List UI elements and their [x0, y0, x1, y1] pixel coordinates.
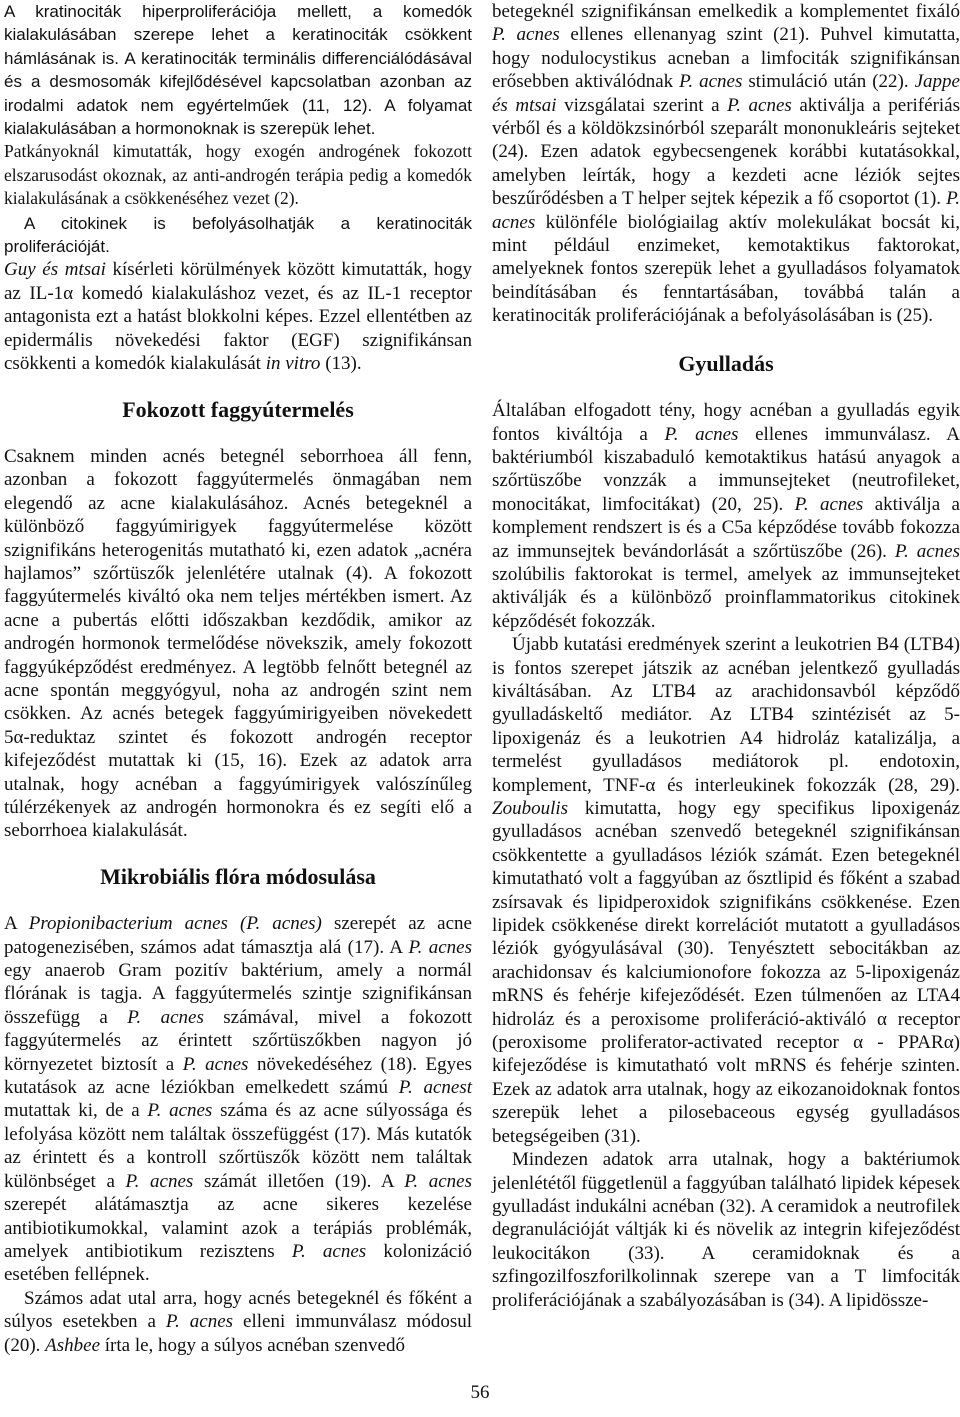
paragraph-androgen-rats: Patkányoknál kimutatták, hogy exogén androgének fokozott elszarusodást okoznak, az anti-androgén terápia pedig a komedók kialakulásának a csökkenéséhez vezet (2). [4, 141, 472, 209]
text-run: elleni immunválasz módosul (20). [4, 1311, 473, 1356]
italic-term: P. acnes [165, 1311, 234, 1333]
cytokines-in-vitro: in vitro [265, 353, 321, 375]
italic-term: P. acnes [894, 540, 960, 562]
paragraph-cytokines-cont [4, 258, 472, 375]
italic-term: P. acnes [125, 1170, 194, 1192]
paragraph-keratinocyte-desquamation: A kratinociták hiperproliferációja mellett, a komedók kialakulásában szerepe lehet a keratinociták csökkent hámlásának is. A keratinociták terminális differenciálódásával és a desmosomák kifejlődésével kapcsolatban azonban az irodalmi adatok nem egyértelműek (11, 12). A folyamat kialakulásában a hormonoknak is szerepük lehet. [4, 2, 472, 139]
text-run: száma és az acne súlyossága és lefolyása között nem találtak összefüggést (17). Más kutatók az érintett és a kontroll szőrtüszők között nem találtak különbséget a [4, 1100, 472, 1192]
text-run: betegeknél szignifikánsan emelkedik a komplementet fixáló [492, 1, 960, 22]
italic-term: P. acnes [679, 71, 743, 93]
italic-term: P. acnes [794, 493, 864, 515]
italic-term: P. acnes [727, 94, 792, 116]
italic-term: P. acnes [147, 1100, 213, 1122]
text-run: számával, mivel a fokozott faggyútermelés az érintett szőrtüszőkben nagyon jó környezetet biztosít a [4, 1006, 472, 1075]
cytokines-text-c: (13). [320, 353, 362, 375]
italic-term: P. acnes [404, 1170, 472, 1192]
text-run: Számos adat utal arra, hogy acnés betegeknél és főként a súlyos esetekben a [4, 1287, 472, 1333]
text-run: aktiválja a komplement rendszert is és a C5a képződése tovább fokozza az immunsejtek bevándorlását a szőrtüszőbe (26). [492, 493, 960, 562]
italic-term: Ashbee [45, 1334, 101, 1356]
italic-term: P. acnes [664, 423, 739, 445]
heading-gyulladas: Gyulladás [678, 350, 774, 376]
text-run: mutattak ki, de a [4, 1100, 148, 1122]
cytokines-text-b: kísérleti körülmények között kimutatták, hogy az IL-1α komedó kialakuláshoz vezet, és az IL-1 receptor antagonista ezt a hatást blokkolni képes. Ezzel ellentétben az epidermális növekedési faktor (EGF) szignifikánsan csökkenti a komedók kialakulását [4, 259, 472, 375]
paragraph-cytokines [4, 212, 472, 259]
text-run: kolonizáció esetében fellépnek. [4, 1240, 473, 1286]
paragraph-leukotriene [492, 633, 960, 1148]
heading-mikrobialis-flora: Mikrobiális flóra módosulása [100, 863, 376, 889]
text-run: szerepét az acne patogenezisében, számos adat támasztja alá (17). A [4, 913, 472, 958]
text-run: növekedéséhez (18). Egyes kutatások az acne léziókban emelkedett számú [4, 1053, 472, 1099]
italic-term: P. acnest [398, 1077, 472, 1099]
italic-term: P. acnes [291, 1240, 367, 1262]
heading-fokozott-faggyutermeles: Fokozott faggyútermelés [122, 396, 354, 422]
left-column [4, 0, 472, 1357]
paragraph-inflammation [492, 399, 960, 633]
text-run: Újabb kutatási eredmények szerint a leukotrien B4 (LTB4) is fontos szerepet játszik az acnéban jelentkező gyulladás kiváltásában. Az LTB4 az arachidonsavból képződő gyulladáskeltő mediátor. Az LTB4 szintézisét az 5-lipoxigenáz és a leukotrien A4 hidroláz katalizálja, a termelést gyulladásos mediátorok pl. endotoxin, komplement, TNF-α és interleukinek fokozzák (28, 29). [492, 634, 960, 796]
text-run: ellenes immunválasz. A baktériumból kiszabaduló kemotaktikus hatású anyagok a szőrtüszőbe vonzzák a immunsejteket (neutrofileket, monocitákat, limfocitákat) (20, 25). [492, 423, 960, 515]
cytokines-text-a: A citokinek is befolyásolhatják a keratinociták proliferációját. [4, 213, 472, 257]
italic-term: P. acnes [127, 1006, 204, 1028]
text-run: egy anaerob Gram pozitív baktérium, amely a normál flórának is tagja. A faggyútermelés szintje szignifikánsan összefügg a [4, 960, 472, 1028]
text-run: különféle biológiailag aktív molekulákat bocsát ki, mint például enzimeket, kemotaktikus faktorokat, amelyeknek fontos szerepük lehet a gyulladásos folyamatok beindításában és fenntartásában, továbbá talán a keratinociták proliferációjának a befolyásolásában is (25). [492, 211, 960, 327]
text-run: kimutatta, hogy egy specifikus lipoxigenáz gyulladásos acnéban szenvedő betegeknél szignifikánsan csökkentette a gyulladásos léziók számát. Ezen betegeknél kimutatható volt a faggyúban az ősztlipid és főként a szabad zsírsavak és lipidperoxidok szignifikáns csökkenése. Ezen lipidek csökkenése direkt korrelációt mutatott a gyulladásos léziók gyógyulásával (30). Tenyésztett sebocitákban az arachidonsav és kalciumionofore fokozza az 5-lipoxigenáz mRNS és fehérje kifejeződését. Ezen túlmenően az LTA4 hidroláz és a peroxisome proliferáció-aktiváló α receptor (peroxisome proliferator-activated receptor α - PPARα) kifejeződése is kimutatható volt mRNS és fehérje szinten. Ezek az adatok arra utalnak, hogy az eikozanoidoknak fontos szerepük lehet a pilosebaceous egység gyulladásos betegségeiben (31). [492, 798, 960, 1147]
page-number: 56 [470, 1382, 490, 1403]
right-column [492, 0, 960, 1312]
text-run: aktiválja a perifériás vérből és a köldökzsinórból szeparált mononukleáris sejteket (24). Ezen adatok egybecsengenek korábbi kutatásokkal, amelyben leírták, hogy a kezdeti acne léziók sejtes beszűrődésben a T helper sejtek képezik a fő csoportot (1). [492, 94, 960, 210]
text-run: A [4, 913, 29, 935]
text-run: vizsgálatai szerint a [556, 94, 728, 116]
italic-term: P. acnes [492, 24, 560, 46]
italic-term: P. acnes [408, 936, 472, 958]
italic-term: P. acnes [182, 1053, 249, 1075]
cytokines-author: Guy és mtsai [4, 259, 106, 281]
paragraph-p-acnes [4, 912, 472, 1287]
italic-term: Propionibacterium acnes (P. acnes) [28, 913, 322, 935]
paragraph-immune-response [4, 1287, 472, 1357]
italic-term: Zouboulis [492, 798, 569, 819]
paragraph-lipids: Mindezen adatok arra utalnak, hogy a baktériumok jelenlététől függetlenül a faggyúban található lipidek képesek gyulladást indukálni acnéban (32). A ceramidok a neutrofilek degranulációját váltják ki és növelik az integrin kifejeződést leukocitákon (33). A ceramidoknak és a szfingozilfoszforilkolinnak szerepe van a T limfociták proliferációjának a szabályozásában is (34). A lipidössze- [492, 1149, 960, 1311]
text-run: stimuláció után (22). [742, 71, 915, 93]
italic-term: Jappe és mtsai [492, 71, 960, 116]
text-run: írta le, hogy a súlyos acnéban szenvedő [100, 1334, 405, 1356]
text-run: szolúbilis faktorokat is termel, amelyek az immunsejteket aktiválják és a különböző proinflammatorikus citokinek képződését fokozzák. [492, 563, 960, 632]
text-run: Általában elfogadott tény, hogy acnéban a gyulladás egyik fontos kiváltója a [492, 400, 960, 445]
paragraph-sebum: Csaknem minden acnés betegnél seborrhoea áll fenn, azonban a fokozott faggyútermelés önmagában nem elegendő az acne kialakulásához. Acnés betegeknél a különböző faggyúmirigyek faggyútermelése között szignifikáns heterogenitás mutatható ki, ezen adatok „acnéra hajlamos” szőrtüszők jelenlétére utalnak (4). A fokozott faggyútermelés kiváltó oka nem teljes mértékben ismert. Az acne a pubertás előtti időszakban kezdődik, amikor az androgén hormonok termelődése növekszik, amely fokozott faggyúképződést eredményez. A legtöbb felnőtt betegnél az acne spontán meggyógyul, noha az androgén szint nem csökken. Az acnés betegek faggyúmirigyeiben növekedett 5α-reduktaz szintet és fokozott androgén receptor kifejeződést mutattak ki (15, 16). Ezek az adatok arra utalnak, hogy acnéban a faggyúmirigyek valószínűleg túlérzékenyek az androgén hormonokra és ez segíti elő a seborrhoea kialakulását. [4, 445, 472, 842]
paragraph-complement-antibody [492, 0, 960, 328]
text-run: ellenes ellenanyag szint (21). Puhvel kimutatta, hogy nodulocystikus acneban a limfociták szignifikánsan erősebben aktiválódnak [492, 24, 960, 93]
text-run: számát illetően (19). A [193, 1170, 405, 1192]
italic-term: P. acnes [492, 188, 960, 233]
text-run: szerepét alátámasztja az acne sikeres kezelése antibiotikumokkal, valamint azok a terápiás problémák, amelyek antibiotikum rezisztens [4, 1194, 472, 1262]
